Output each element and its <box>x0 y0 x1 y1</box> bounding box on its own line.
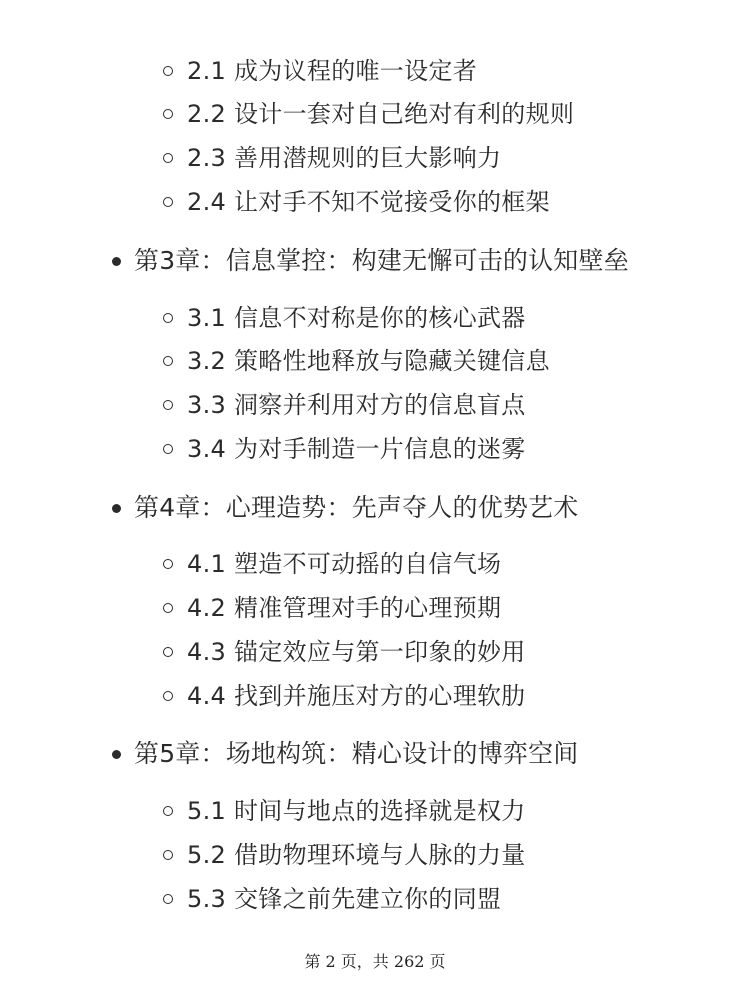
hollow-bullet-icon <box>163 66 173 76</box>
list-item-section <box>163 96 574 132</box>
section-text: 2.3 善用潜规则的巨大影响力 <box>187 144 502 172</box>
list-item-section <box>163 837 526 873</box>
hollow-bullet-icon <box>163 559 173 569</box>
hollow-bullet-icon <box>163 153 173 163</box>
section-text: 5.3 交锋之前先建立你的同盟 <box>187 885 502 913</box>
hollow-bullet-icon <box>163 356 173 366</box>
page-number-footer: 第 2 页，共 262 页 <box>304 952 446 971</box>
list-item-section <box>163 546 501 582</box>
hollow-bullet-icon <box>163 313 173 323</box>
list-item-chapter <box>112 736 579 772</box>
list-item-section <box>163 300 526 336</box>
hollow-bullet-icon <box>163 806 173 816</box>
list-item-section <box>163 793 526 829</box>
hollow-bullet-icon <box>163 109 173 119</box>
hollow-bullet-icon <box>163 400 173 410</box>
section-text: 3.4 为对手制造一片信息的迷雾 <box>187 435 526 463</box>
list-item-section <box>163 53 477 89</box>
section-text: 4.1 塑造不可动摇的自信气场 <box>187 550 502 578</box>
section-text: 3.1 信息不对称是你的核心武器 <box>187 304 526 332</box>
hollow-bullet-icon <box>163 647 173 657</box>
chapter-title: 第3章：信息掌控：构建无懈可击的认知壁垒 <box>134 246 629 275</box>
list-item-section <box>163 343 550 379</box>
section-text: 5.1 时间与地点的选择就是权力 <box>187 797 526 825</box>
list-item-section <box>163 634 526 670</box>
section-text: 4.4 找到并施压对方的心理软肋 <box>187 682 526 710</box>
hollow-bullet-icon <box>163 894 173 904</box>
section-text: 2.4 让对手不知不觉接受你的框架 <box>187 188 550 216</box>
hollow-bullet-icon <box>163 197 173 207</box>
list-item-chapter <box>112 243 629 279</box>
section-text: 3.3 洞察并利用对方的信息盲点 <box>187 391 526 419</box>
hollow-bullet-icon <box>163 603 173 613</box>
filled-bullet-icon <box>112 750 121 759</box>
list-item-section <box>163 140 501 176</box>
list-item-section <box>163 590 501 626</box>
section-text: 3.2 策略性地释放与隐藏关键信息 <box>187 347 550 375</box>
chapter-title: 第5章：场地构筑：精心设计的博弈空间 <box>134 739 579 768</box>
filled-bullet-icon <box>112 257 121 266</box>
list-item-section <box>163 387 526 423</box>
list-item-section <box>163 881 501 917</box>
filled-bullet-icon <box>112 504 121 513</box>
section-text: 2.1 成为议程的唯一设定者 <box>187 57 477 85</box>
section-text: 5.2 借助物理环境与人脉的力量 <box>187 841 526 869</box>
section-text: 4.2 精准管理对手的心理预期 <box>187 594 502 622</box>
list-item-section <box>163 431 526 467</box>
hollow-bullet-icon <box>163 691 173 701</box>
list-item-chapter <box>112 490 579 526</box>
section-text: 4.3 锚定效应与第一印象的妙用 <box>187 638 526 666</box>
hollow-bullet-icon <box>163 850 173 860</box>
list-item-section <box>163 678 526 714</box>
chapter-title: 第4章：心理造势：先声夺人的优势艺术 <box>134 493 579 522</box>
list-item-section <box>163 184 550 220</box>
hollow-bullet-icon <box>163 444 173 454</box>
section-text: 2.2 设计一套对自己绝对有利的规则 <box>187 100 575 128</box>
